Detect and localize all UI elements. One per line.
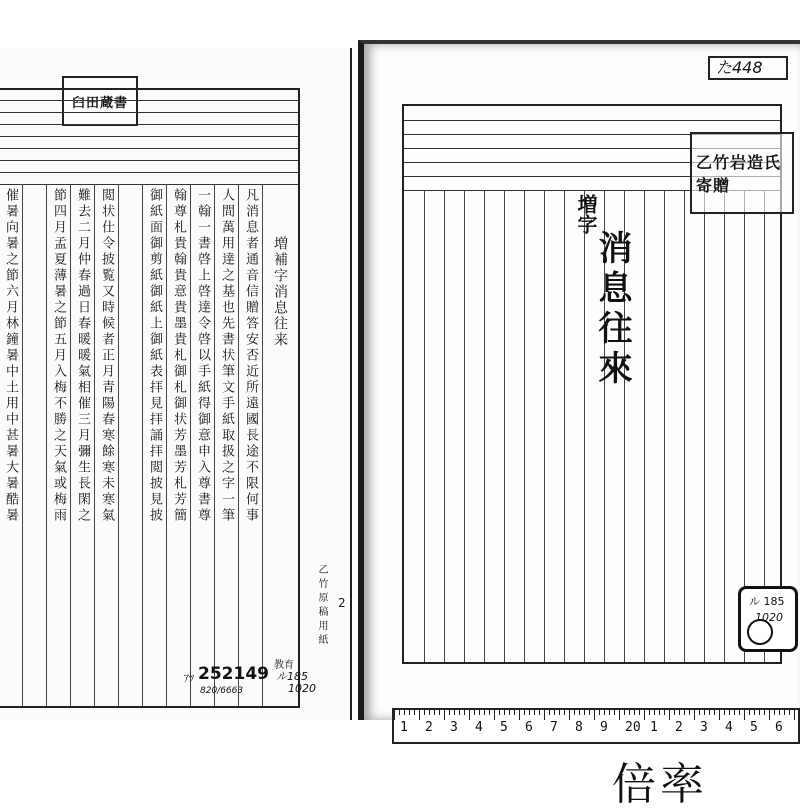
catalog-label-box [738, 586, 798, 652]
ruler-tick [529, 710, 530, 715]
ruler-tick [779, 710, 780, 715]
ruler-number: 2 [425, 720, 433, 735]
ruler-number: 6 [525, 720, 533, 735]
ruler-tick [504, 710, 505, 715]
ruler-tick [454, 710, 455, 715]
ruler-tick [669, 710, 670, 720]
ruler-number: 4 [725, 720, 733, 735]
ruler-tick [769, 710, 770, 720]
ruler-number: 9 [600, 720, 608, 735]
ruler-tick [644, 710, 645, 720]
text-column-7: 難去二月仲春過日春暖暖氣相催三月彌生長閑之 [75, 188, 90, 524]
ruler-tick [634, 710, 635, 715]
ruler-tick [544, 710, 545, 720]
shelf-year: 1020 [288, 682, 316, 695]
ruler-tick [744, 710, 745, 720]
registration-prefix: ｱﾂ [184, 674, 194, 685]
accession-tag [708, 56, 788, 80]
ruler-tick [734, 710, 735, 715]
ruler-tick [514, 710, 515, 715]
page-number: 2 [338, 596, 346, 610]
document-title: 消息往來 [592, 230, 632, 390]
shelf-code: ル185 [276, 670, 308, 683]
ruler-tick [429, 710, 430, 715]
ruler-tick [704, 710, 705, 715]
ruler-tick [714, 710, 715, 715]
ruler-tick [439, 710, 440, 715]
ruler-tick [609, 710, 610, 715]
ruler-tick [619, 710, 620, 720]
ruler-number: 1 [650, 720, 658, 735]
ruler-tick [509, 710, 510, 715]
ruler-tick [604, 710, 605, 715]
ruler-tick [749, 710, 750, 715]
ruler-tick [754, 710, 755, 715]
shelf-label: 教育 [274, 660, 294, 671]
ruler-number: 6 [775, 720, 783, 735]
text-column-2: 人間萬用達之基也先書状筆文手紙取扱之字一筆 [219, 188, 234, 524]
ruler-tick [674, 710, 675, 715]
ruler-tick [709, 710, 710, 715]
ruler-tick [654, 710, 655, 715]
ruler-tick [784, 710, 785, 715]
ruler-tick [449, 710, 450, 715]
ruler-tick [394, 710, 395, 720]
ruler-tick [699, 710, 700, 715]
accession-tag-text: た448 [716, 58, 763, 77]
measurement-ruler [392, 708, 800, 744]
ruler-tick [684, 710, 685, 715]
text-column-6: 閲状仕令披覧又時候者正月青陽春寒餘寒未寒氣 [99, 188, 114, 524]
ruler-tick [549, 710, 550, 715]
ruler-tick [794, 710, 795, 720]
ruler-tick [594, 710, 595, 720]
ruler-tick [434, 710, 435, 715]
header-rules [0, 90, 298, 180]
catalog-number: 1020 [755, 611, 783, 624]
ruler-tick [589, 710, 590, 715]
right-title-page [358, 40, 800, 720]
text-column-5: 御紙面御剪紙御紙上御紙表拝見拝誦拝閲披見披 [147, 188, 162, 524]
donor-seal-text: 乙竹岩造氏寄贈 [696, 153, 782, 195]
ruler-tick [489, 710, 490, 715]
left-manuscript-page [0, 48, 352, 720]
ruler-number: 3 [450, 720, 458, 735]
ruler-tick [719, 710, 720, 720]
ruler-number: 1 [400, 720, 408, 735]
ruler-tick [404, 710, 405, 715]
ruler-tick [614, 710, 615, 715]
donor-seal [690, 132, 794, 214]
ruler-tick [424, 710, 425, 715]
ruler-tick [629, 710, 630, 715]
ruler-tick [579, 710, 580, 715]
registration-number: 252149 [198, 664, 269, 684]
ruler-tick [694, 710, 695, 720]
ruler-tick [639, 710, 640, 715]
ruler-number: 3 [700, 720, 708, 735]
ruler-tick [729, 710, 730, 715]
ruler-tick [474, 710, 475, 715]
ruler-tick [679, 710, 680, 715]
ruler-tick [459, 710, 460, 715]
manuscript-grid [0, 88, 300, 708]
registration-sub: 820/6663 [200, 686, 244, 696]
ruler-tick [649, 710, 650, 715]
ruler-tick [584, 710, 585, 715]
ruler-tick [444, 710, 445, 720]
ruler-tick [599, 710, 600, 715]
text-column-3: 一翰一書啓上啓達令啓以手紙得御意申入尊書尊 [195, 188, 210, 524]
ruler-tick [574, 710, 575, 715]
ruler-tick [399, 710, 400, 715]
ruler-tick [724, 710, 725, 715]
paper-label: 乙竹原稿用紙 [316, 564, 327, 648]
ruler-tick [499, 710, 500, 715]
ruler-tick [534, 710, 535, 715]
ruler-tick [689, 710, 690, 715]
catalog-circle-icon [747, 619, 773, 645]
text-column-4: 翰尊札貴翰貴意貴墨貴札御札御状芳墨芳札芳簡 [171, 188, 186, 524]
ruler-number: 8 [575, 720, 583, 735]
manuscript-heading: 増補字消息往来 [272, 236, 288, 348]
ruler-number: 5 [750, 720, 758, 735]
ruler-number: 2 [675, 720, 683, 735]
ruler-number: 7 [550, 720, 558, 735]
ruler-tick [484, 710, 485, 715]
magnification-label: 倍率 [612, 759, 708, 810]
ruler-tick [479, 710, 480, 715]
ruler-tick [554, 710, 555, 715]
ruler-tick [664, 710, 665, 715]
ruler-number: 5 [500, 720, 508, 735]
ruler-tick [419, 710, 420, 720]
catalog-code: ル 185 [749, 595, 785, 608]
ruler-tick [414, 710, 415, 715]
ruler-tick [659, 710, 660, 715]
ruler-tick [539, 710, 540, 715]
ruler-tick [469, 710, 470, 720]
ruler-tick [759, 710, 760, 715]
ruler-tick [524, 710, 525, 715]
ruler-number: 4 [475, 720, 483, 735]
ruler-tick [739, 710, 740, 715]
ruler-number: 20 [625, 720, 641, 735]
ruler-tick [464, 710, 465, 715]
text-column-8: 節四月孟夏薄暑之節五月入梅不勝之天氣或梅雨 [51, 188, 66, 524]
text-column-1: 凡消息者通音信贈答安否近所遠國長途不限何事 [243, 188, 258, 524]
ruler-tick [789, 710, 790, 715]
ruler-tick [559, 710, 560, 715]
ruler-tick [494, 710, 495, 720]
ruler-tick [519, 710, 520, 720]
library-seal-text: 臼田蔵書 [71, 95, 128, 111]
title-prefix: 増字 [574, 194, 598, 234]
ruler-tick [569, 710, 570, 720]
ruler-tick [774, 710, 775, 715]
ruler-tick [624, 710, 625, 715]
ruler-tick [409, 710, 410, 715]
ruler-tick [764, 710, 765, 715]
ruler-tick [564, 710, 565, 715]
text-column-9: 催暑向暑之節六月林鐘暑中土用中甚暑大暑酷暑 [3, 188, 18, 524]
